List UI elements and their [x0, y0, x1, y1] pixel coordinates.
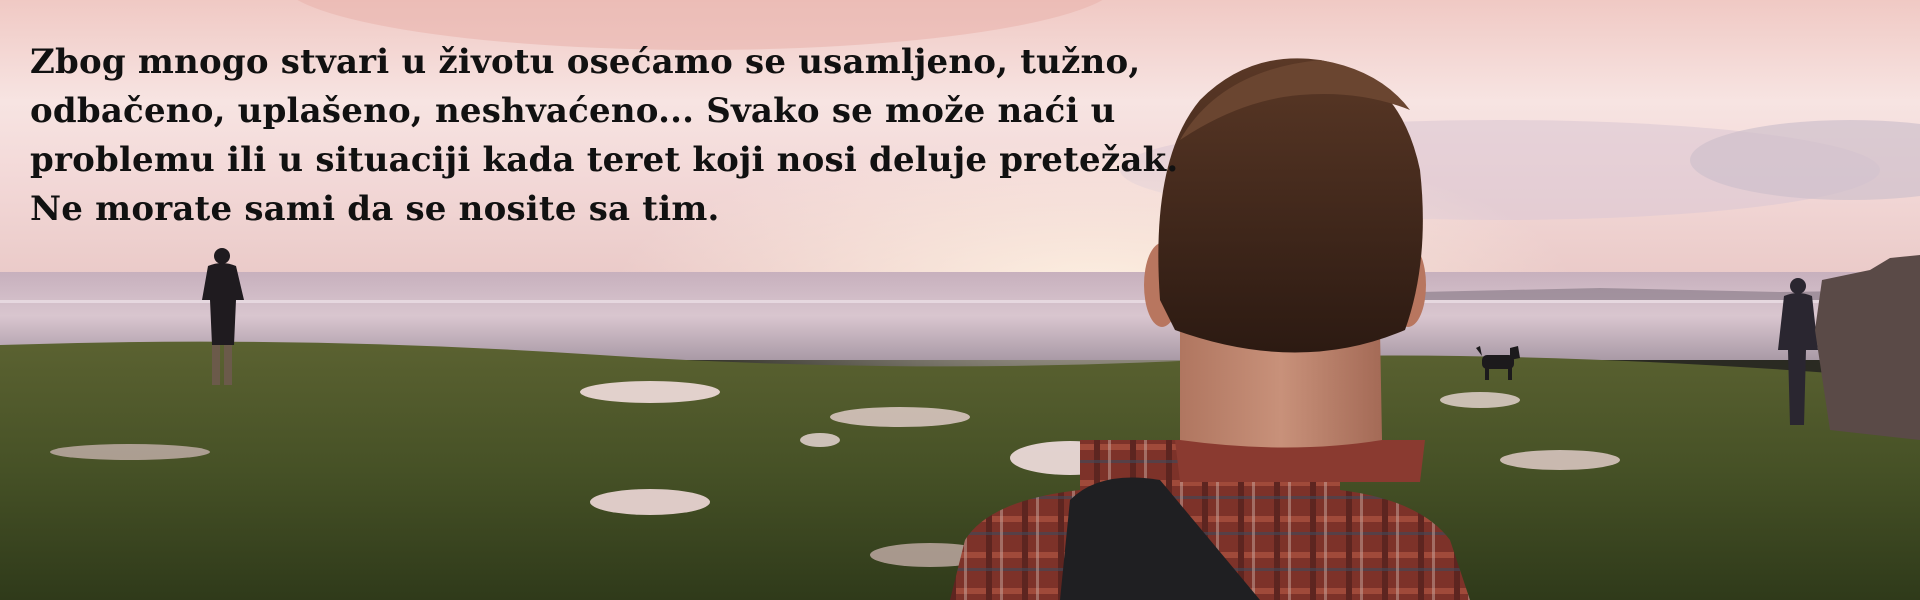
quote-line-2: odbačeno, uplašeno, neshvaćeno... Svako se može naći u	[30, 91, 1116, 131]
quote-line-4: Ne morate sami da se nosite sa tim.	[30, 189, 720, 229]
quote-text	[30, 38, 1210, 234]
rock-right	[1815, 255, 1920, 440]
quote-line-3: problemu ili u situaciji kada teret koji nosi deluje pretežak.	[30, 140, 1179, 180]
quote-line-1: Zbog mnogo stvari u životu osećamo se usamljeno, tužno,	[30, 42, 1141, 82]
